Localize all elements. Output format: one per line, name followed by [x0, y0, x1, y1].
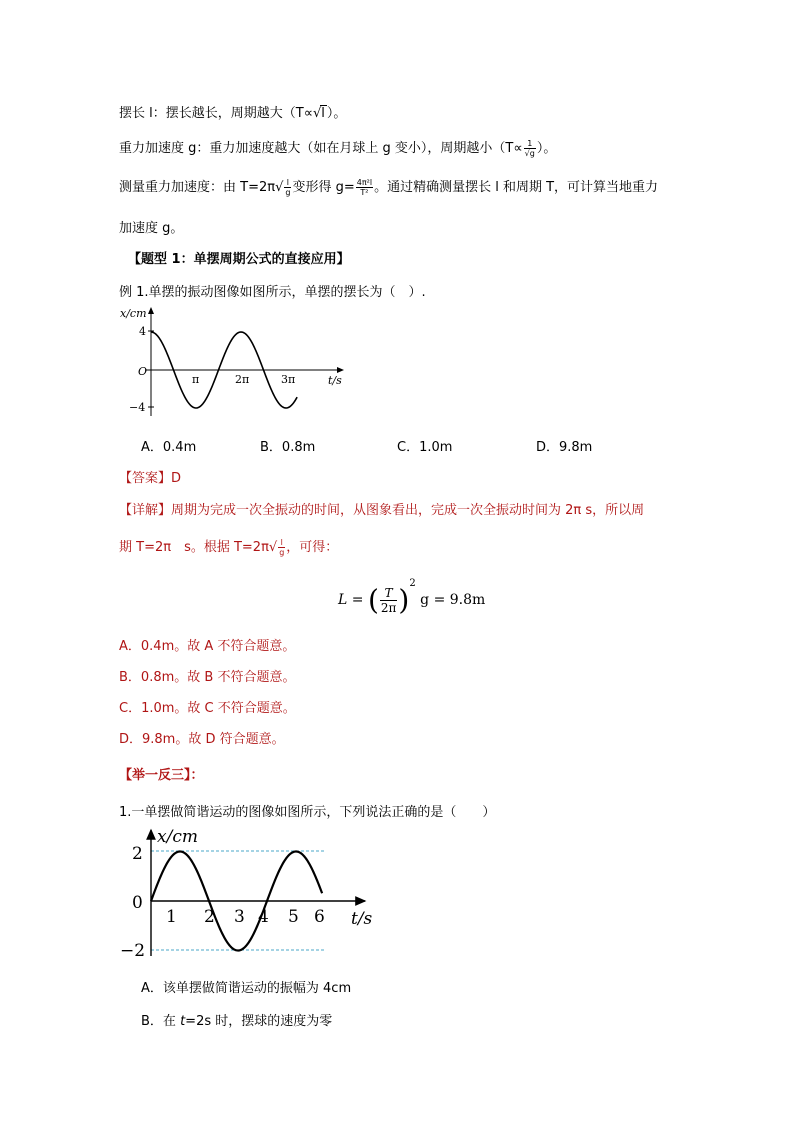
answer-label: 【答案】	[119, 471, 172, 486]
chart2-ytick-label-2: 2	[132, 844, 143, 864]
text-line-measure-gravity: 测量重力加速度：由 T=2π√ $\frac{l}{g}$ 变形得 g= $\frac{\text{4π²l}}{\text{T²}}$ 。通过精确测量摆长 l 和周期 T，可计算当地重力	[119, 178, 659, 197]
detail-option-a: A．0.4m。故 A 不符合题意。	[119, 639, 296, 654]
example1-option-c: C．1.0m	[397, 440, 453, 455]
chart2-xtick-label-4: 4	[258, 907, 269, 927]
text-line-gravity: 重力加速度 g：重力加速度越大（如在月球上 g 变小），周期越小（T∝ $\frac{1}{√g}$ ）。	[119, 139, 557, 158]
chart2-xtick-label-2: 2	[204, 907, 215, 927]
chart1-ytick-label-neg4: −4	[129, 401, 146, 414]
text-line-measure-gravity-cont: 加速度 g。	[119, 221, 184, 236]
example1-option-b: B．0.8m	[260, 440, 316, 455]
chart2-ytick-label-neg2: −2	[120, 941, 146, 959]
detail-option-d: D．9.8m。故 D 符合题意。	[119, 732, 285, 747]
chart2-ylabel: x/cm	[157, 827, 198, 847]
detail-line2: 期 T=2π s。根据 T=2π√ $\frac{l}{g}$ ，可得：	[119, 538, 339, 557]
chart-q1	[115, 824, 380, 959]
chart1-xtick-label-2pi: 2π	[235, 373, 250, 386]
section-heading-practice: 【举一反三】：	[119, 768, 204, 783]
detail-option-b: B．0.8m。故 B 不符合题意。	[119, 670, 296, 685]
chart1-xtick-label-3pi: 3π	[281, 373, 296, 386]
q1-option-b: B．在 t=2s 时，摆球的速度为零	[141, 1014, 333, 1029]
q1-question: 1.一单摆做简谐运动的图像如图所示，下列说法正确的是（ ）	[119, 805, 496, 820]
chart2-xlabel: t/s	[351, 909, 373, 929]
chart-example1	[115, 304, 355, 422]
q1-option-a: A．该单摆做简谐运动的振幅为 4cm	[141, 981, 352, 996]
chart1-ytick-label-4: 4	[139, 325, 146, 338]
detail-option-c: C．1.0m。故 C 不符合题意。	[119, 701, 296, 716]
detail-label: 【详解】	[119, 503, 172, 518]
chart2-ytick-label-0: 0	[132, 893, 143, 913]
chart1-origin-label: O	[138, 365, 148, 378]
answer-line	[119, 467, 181, 486]
chart2-xtick-label-3: 3	[234, 907, 245, 927]
chart1-ylabel: x/cm	[120, 307, 147, 320]
answer-value: D	[171, 471, 182, 486]
chart2-xtick-label-5: 5	[288, 907, 299, 927]
example1-option-a: A．0.4m	[141, 440, 197, 455]
chart2-xtick-label-6: 6	[314, 907, 325, 927]
example1-question: 例 1.单摆的振动图像如图所示，单摆的摆长为（ ）.	[119, 285, 426, 300]
chart1-xtick-label-pi: π	[192, 373, 200, 386]
section-heading-type1: 【题型 1：单摆周期公式的直接应用】	[128, 252, 350, 267]
example1-option-d: D．9.8m	[536, 440, 593, 455]
detail-line1: 【详解】周期为完成一次全振动的时间，从图象看出，完成一次全振动时间为 2π s，所以周	[119, 503, 645, 518]
chart1-xlabel: t/s	[328, 374, 342, 387]
detail-formula: L = ( $\frac{T}{2\pi}$ )$^2$ g = 9.8m	[338, 578, 486, 617]
chart2-xtick-label-1: 1	[166, 907, 177, 927]
text-line-pendulum-length: 摆长 l：摆长越长，周期越大（T∝√l ）。	[119, 106, 347, 121]
